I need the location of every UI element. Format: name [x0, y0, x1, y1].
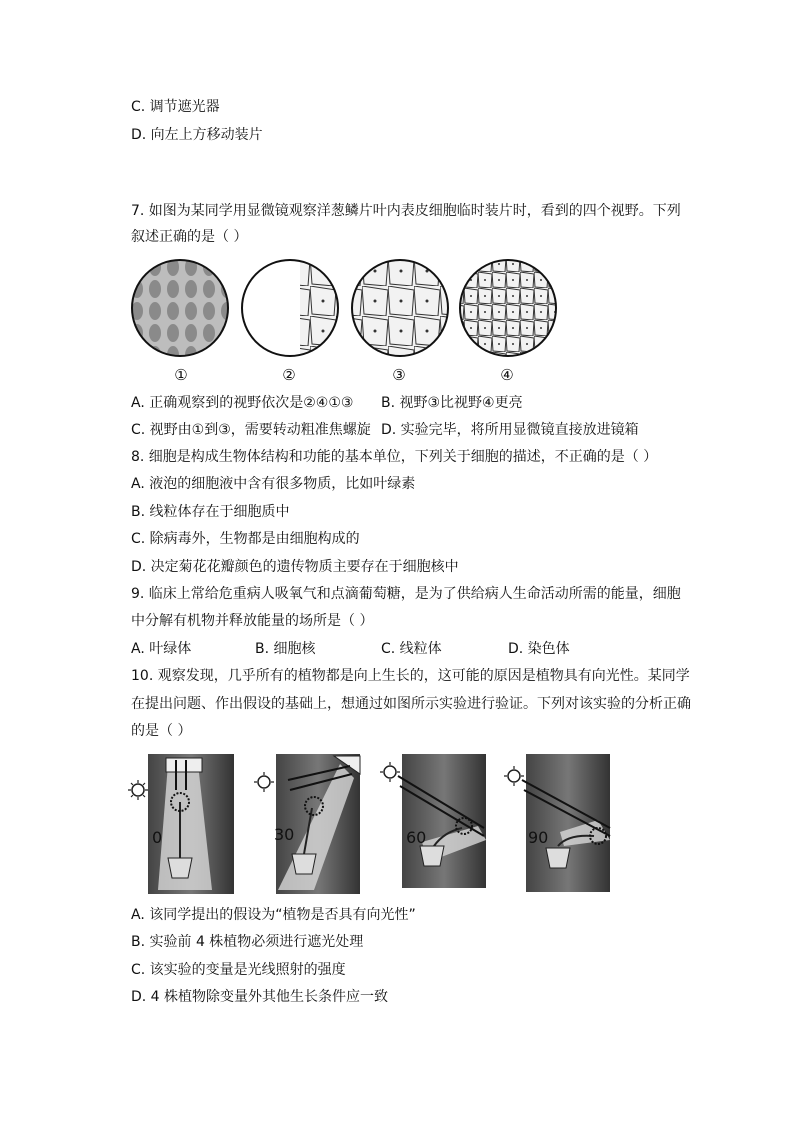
- field-label-3: ③: [392, 366, 406, 384]
- q7-option-d: D. 实验完毕，将所用显微镜直接放进镜箱: [381, 422, 639, 438]
- q10-stem-line3: 的是（ ）: [131, 723, 192, 739]
- q9-stem-line2: 中分解有机物并释放能量的场所是（ ）: [131, 613, 374, 629]
- sun-icon: [380, 762, 400, 782]
- field-2: [242, 256, 360, 366]
- angle-label-0: 0: [152, 828, 163, 847]
- angle-label-60: 60: [406, 828, 427, 847]
- experiment-panel-0: [128, 754, 234, 894]
- q6-option-d: D. 向左上方移动装片: [131, 127, 263, 143]
- q10-stem-line2: 在提出问题、作出假设的基础上，想通过如图所示实验进行验证。下列对该实验的分析正确: [131, 696, 691, 712]
- q9-option-a: A. 叶绿体: [131, 641, 192, 657]
- field-3: [348, 256, 458, 366]
- q9-option-d: D. 染色体: [508, 641, 570, 657]
- angle-label-90: 90: [528, 828, 549, 847]
- q9-option-c: C. 线粒体: [381, 641, 442, 657]
- experiment-panel-60: [380, 754, 486, 888]
- q10-option-b: B. 实验前 4 株植物必须进行遮光处理: [131, 934, 364, 950]
- q10-option-c: C. 该实验的变量是光线照射的强度: [131, 962, 346, 978]
- q7-option-b: B. 视野③比视野④更亮: [381, 395, 523, 411]
- q8-option-c: C. 除病毒外，生物都是由细胞构成的: [131, 531, 360, 547]
- q8-stem: 8. 细胞是构成生物体结构和功能的基本单位，下列关于细胞的描述，不正确的是（ ）: [131, 449, 658, 465]
- sun-icon: [254, 772, 274, 792]
- sun-icon: [128, 780, 148, 800]
- microscope-fields-figure: [128, 256, 564, 366]
- q10-stem-line1: 10. 观察发现，几乎所有的植物都是向上生长的，这可能的原因是植物具有向光性。某同学: [131, 668, 690, 684]
- field-label-1: ①: [174, 366, 188, 384]
- q9-option-b: B. 细胞核: [255, 641, 316, 657]
- sun-icon: [504, 766, 524, 786]
- q7-option-a: A. 正确观察到的视野依次是②④①③: [131, 395, 354, 411]
- field-label-4: ④: [500, 366, 514, 384]
- experiment-panel-30: [254, 754, 360, 894]
- q7-stem-line1: 7. 如图为某同学用显微镜观察洋葱鳞片叶内表皮细胞临时装片时，看到的四个视野。下列: [131, 203, 681, 219]
- field-label-2: ②: [282, 366, 296, 384]
- q9-stem-line1: 9. 临床上常给危重病人吸氧气和点滴葡萄糖，是为了供给病人生命活动所需的能量，细胞: [131, 586, 681, 602]
- angle-label-30: 30: [274, 825, 295, 844]
- q6-option-c: C. 调节遮光器: [131, 99, 220, 115]
- q8-option-d: D. 决定菊花花瓣颜色的遗传物质主要存在于细胞核中: [131, 559, 459, 575]
- q7-option-c: C. 视野由①到③，需要转动粗准焦螺旋: [131, 422, 371, 438]
- q10-option-d: D. 4 株植物除变量外其他生长条件应一致: [131, 989, 389, 1005]
- q8-option-a: A. 液泡的细胞液中含有很多物质，比如叶绿素: [131, 476, 416, 492]
- q8-option-b: B. 线粒体存在于细胞质中: [131, 504, 290, 520]
- experiment-panel-90: [504, 754, 610, 892]
- field-4: [456, 256, 564, 366]
- field-1: [128, 256, 238, 366]
- q7-stem-line2: 叙述正确的是（ ）: [131, 229, 248, 245]
- phototropism-experiment-figure: [128, 750, 618, 896]
- q10-option-a: A. 该同学提出的假设为“植物是否具有向光性”: [131, 907, 416, 923]
